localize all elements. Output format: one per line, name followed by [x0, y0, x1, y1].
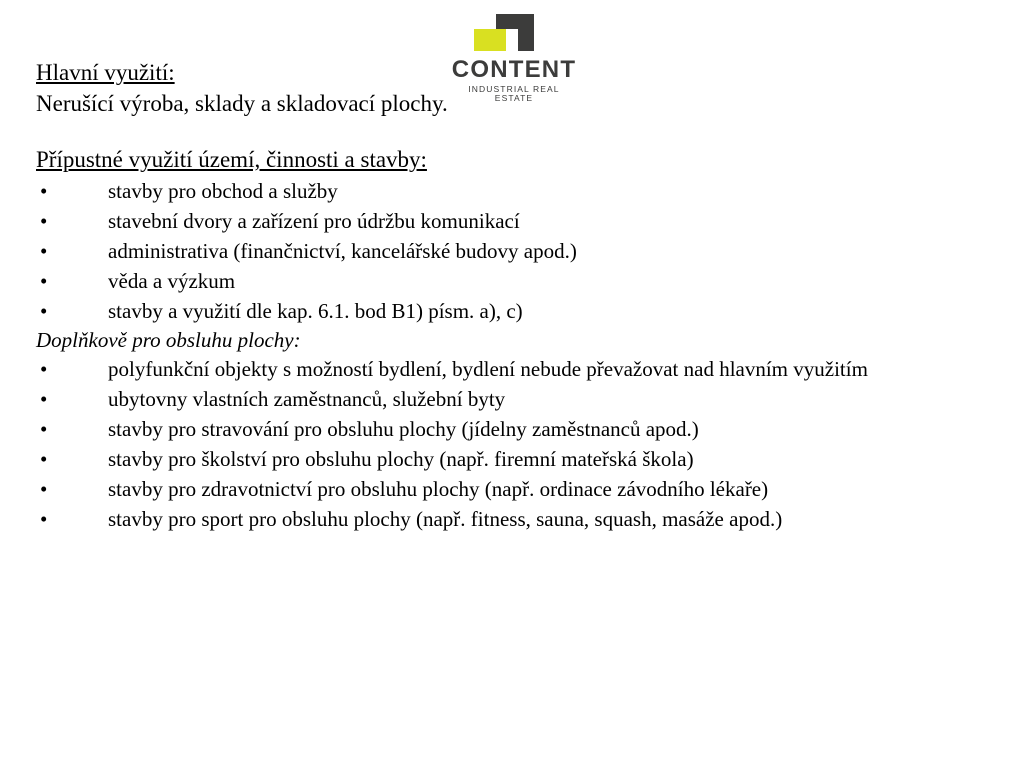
- list-item: [36, 474, 1016, 504]
- bullet-icon: •: [40, 507, 48, 532]
- list-item: [36, 504, 1016, 534]
- list-item: [36, 236, 1016, 266]
- bullet-icon: •: [40, 447, 48, 472]
- bullet-icon: •: [40, 477, 48, 502]
- list-item-label: věda a výzkum: [108, 268, 236, 293]
- supplementary-use-list: [36, 354, 1016, 534]
- main-use-text: Nerušící výroba, sklady a skladovací plochy.: [36, 90, 448, 116]
- bullet-icon: •: [40, 268, 48, 293]
- bullet-icon: •: [40, 178, 48, 203]
- logo-wordmark: CONTENT: [451, 56, 577, 83]
- list-item-label: administrativa (finančnictví, kancelářské budovy apod.): [108, 238, 577, 263]
- list-item: [36, 354, 1016, 384]
- list-item-label: stavby pro zdravotnictví pro obsluhu plochy (např. ordinace závodního lékaře): [108, 477, 769, 502]
- permitted-use-list: [36, 176, 1016, 326]
- list-item-label: stavby pro školství pro obsluhu plochy (např. firemní mateřská škola): [108, 447, 694, 472]
- list-item-label: stavební dvory a zařízení pro údržbu komunikací: [108, 208, 520, 233]
- logo-shape-dark-top: [496, 14, 534, 29]
- bullet-icon: •: [40, 357, 48, 382]
- bullet-icon: •: [40, 208, 48, 233]
- list-item-label: stavby pro sport pro obsluhu plochy (např. fitness, sauna, squash, masáže apod.): [108, 507, 783, 532]
- list-item: [36, 266, 1016, 296]
- list-item: [36, 206, 1016, 236]
- list-item: [36, 444, 1016, 474]
- bullet-icon: •: [40, 298, 48, 323]
- list-item: [36, 414, 1016, 444]
- logo-shape-yellow: [474, 29, 506, 51]
- list-item-label: polyfunkční objekty s možností bydlení, bydlení nebude převažovat nad hlavním využitím: [108, 357, 868, 382]
- logo-tagline: INDUSTRIAL REAL ESTATE: [468, 84, 560, 103]
- section-spacer: [36, 119, 1016, 145]
- bullet-icon: •: [40, 417, 48, 442]
- main-use-heading: Hlavní využití:: [36, 60, 175, 85]
- list-item-label: stavby a využití dle kap. 6.1. bod B1) písm. a), c): [108, 298, 523, 323]
- bullet-icon: •: [40, 238, 48, 263]
- bullet-icon: •: [40, 387, 48, 412]
- list-item-label: ubytovny vlastních zaměstnanců, služební byty: [108, 387, 506, 412]
- list-item-label: stavby pro stravování pro obsluhu plochy (jídelny zaměstnanců apod.): [108, 417, 699, 442]
- list-item-label: stavby pro obchod a služby: [108, 178, 338, 203]
- logo-mark-icon: [460, 14, 568, 54]
- supplementary-heading: Doplňkově pro obsluhu plochy:: [36, 327, 301, 352]
- list-item: [36, 384, 1016, 414]
- document-body: [36, 58, 1016, 534]
- logo-shape-dark-right: [518, 29, 534, 51]
- permitted-use-heading: Přípustné využití území, činnosti a stavby:: [36, 147, 427, 173]
- list-item: [36, 296, 1016, 326]
- list-item: [36, 176, 1016, 206]
